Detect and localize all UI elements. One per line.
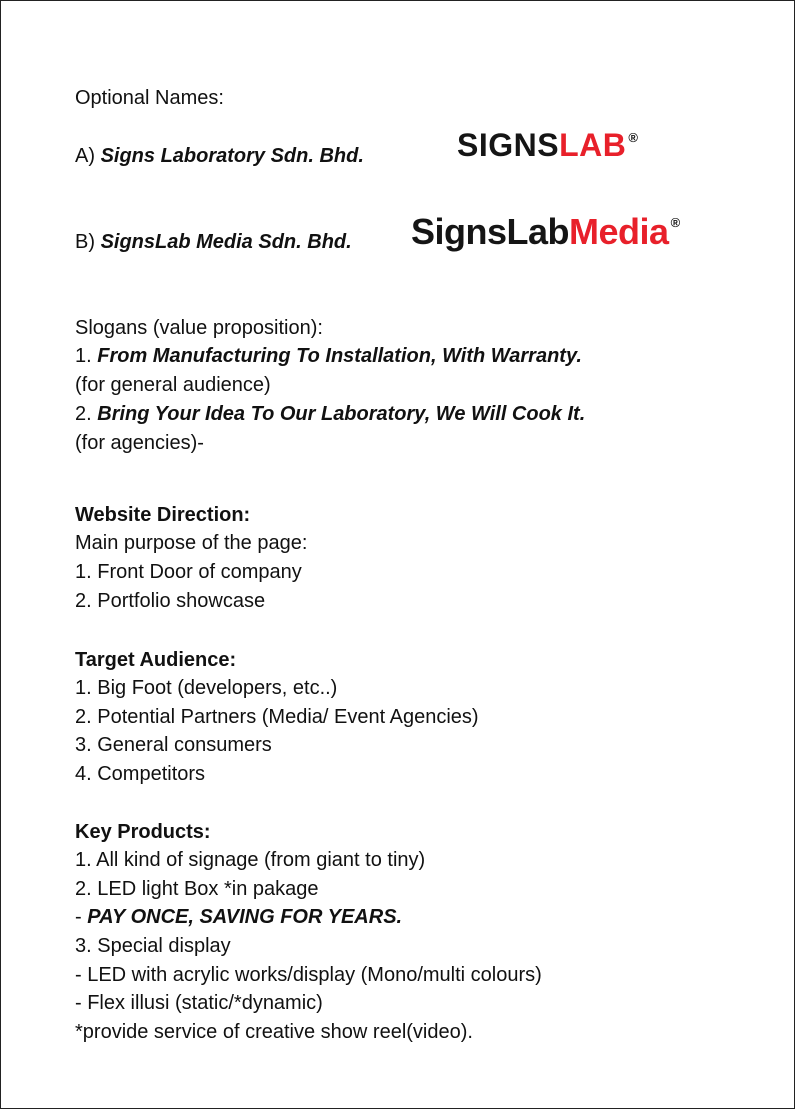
slogan-1 (75, 342, 582, 370)
slogan-2 (75, 400, 585, 428)
signslab-logo-signs: SIGNS (457, 127, 560, 163)
signslab-media-logo-media: Media (569, 211, 669, 252)
audience-item: 1. Big Foot (developers, etc..) (75, 677, 338, 699)
registered-mark-icon: ® (670, 215, 680, 230)
key-products-heading: Key Products: (75, 821, 211, 843)
option-a-line (75, 142, 364, 170)
optional-names-heading: Optional Names: (75, 87, 224, 109)
option-b-line (75, 228, 352, 256)
signslab-logo-lab: LAB (559, 127, 627, 163)
product-line: 1. All kind of signage (from giant to tiny) (75, 849, 426, 871)
option-b-prefix: B) (75, 231, 101, 253)
product-line: 2. LED light Box *in pakage (75, 878, 319, 900)
website-purpose-subheading: Main purpose of the page: (75, 532, 308, 554)
slogan-2-text: Bring Your Idea To Our Laboratory, We Will Cook It. (97, 403, 586, 425)
slogan-2-number: 2. (75, 403, 98, 425)
slogan-2-note: (for agencies)- (75, 432, 204, 454)
option-b-name: SignsLab Media Sdn. Bhd. (100, 231, 352, 253)
signslab-media-logo (411, 211, 680, 252)
audience-item: 2. Potential Partners (Media/ Event Agencies) (75, 706, 479, 728)
pay-once-slogan: PAY ONCE, SAVING FOR YEARS. (87, 906, 403, 928)
website-item: 1. Front Door of company (75, 561, 302, 583)
product-line-emphasis (75, 903, 402, 931)
target-audience-heading: Target Audience: (75, 649, 237, 671)
slogan-1-number: 1. (75, 345, 98, 367)
audience-item: 3. General consumers (75, 734, 272, 756)
registered-mark-icon: ® (628, 130, 639, 145)
slogans-heading: Slogans (value proposition): (75, 317, 323, 339)
slogan-1-text: From Manufacturing To Installation, With Warranty. (97, 345, 582, 367)
signslab-logo (457, 129, 638, 161)
website-direction-heading: Website Direction: (75, 504, 251, 526)
audience-item: 4. Competitors (75, 763, 206, 785)
product-line: 3. Special display (75, 935, 231, 957)
product-line: - LED with acrylic works/display (Mono/multi colours) (75, 964, 542, 986)
product-line: - Flex illusi (static/*dynamic) (75, 992, 323, 1014)
website-item: 2. Portfolio showcase (75, 590, 266, 612)
product-line: *provide service of creative show reel(video). (75, 1021, 473, 1043)
product-dash: - (75, 906, 88, 928)
option-a-prefix: A) (75, 145, 101, 167)
signslab-media-logo-signslab: SignsLab (411, 211, 570, 252)
option-a-name: Signs Laboratory Sdn. Bhd. (100, 145, 364, 167)
slogan-1-note: (for general audience) (75, 374, 271, 396)
